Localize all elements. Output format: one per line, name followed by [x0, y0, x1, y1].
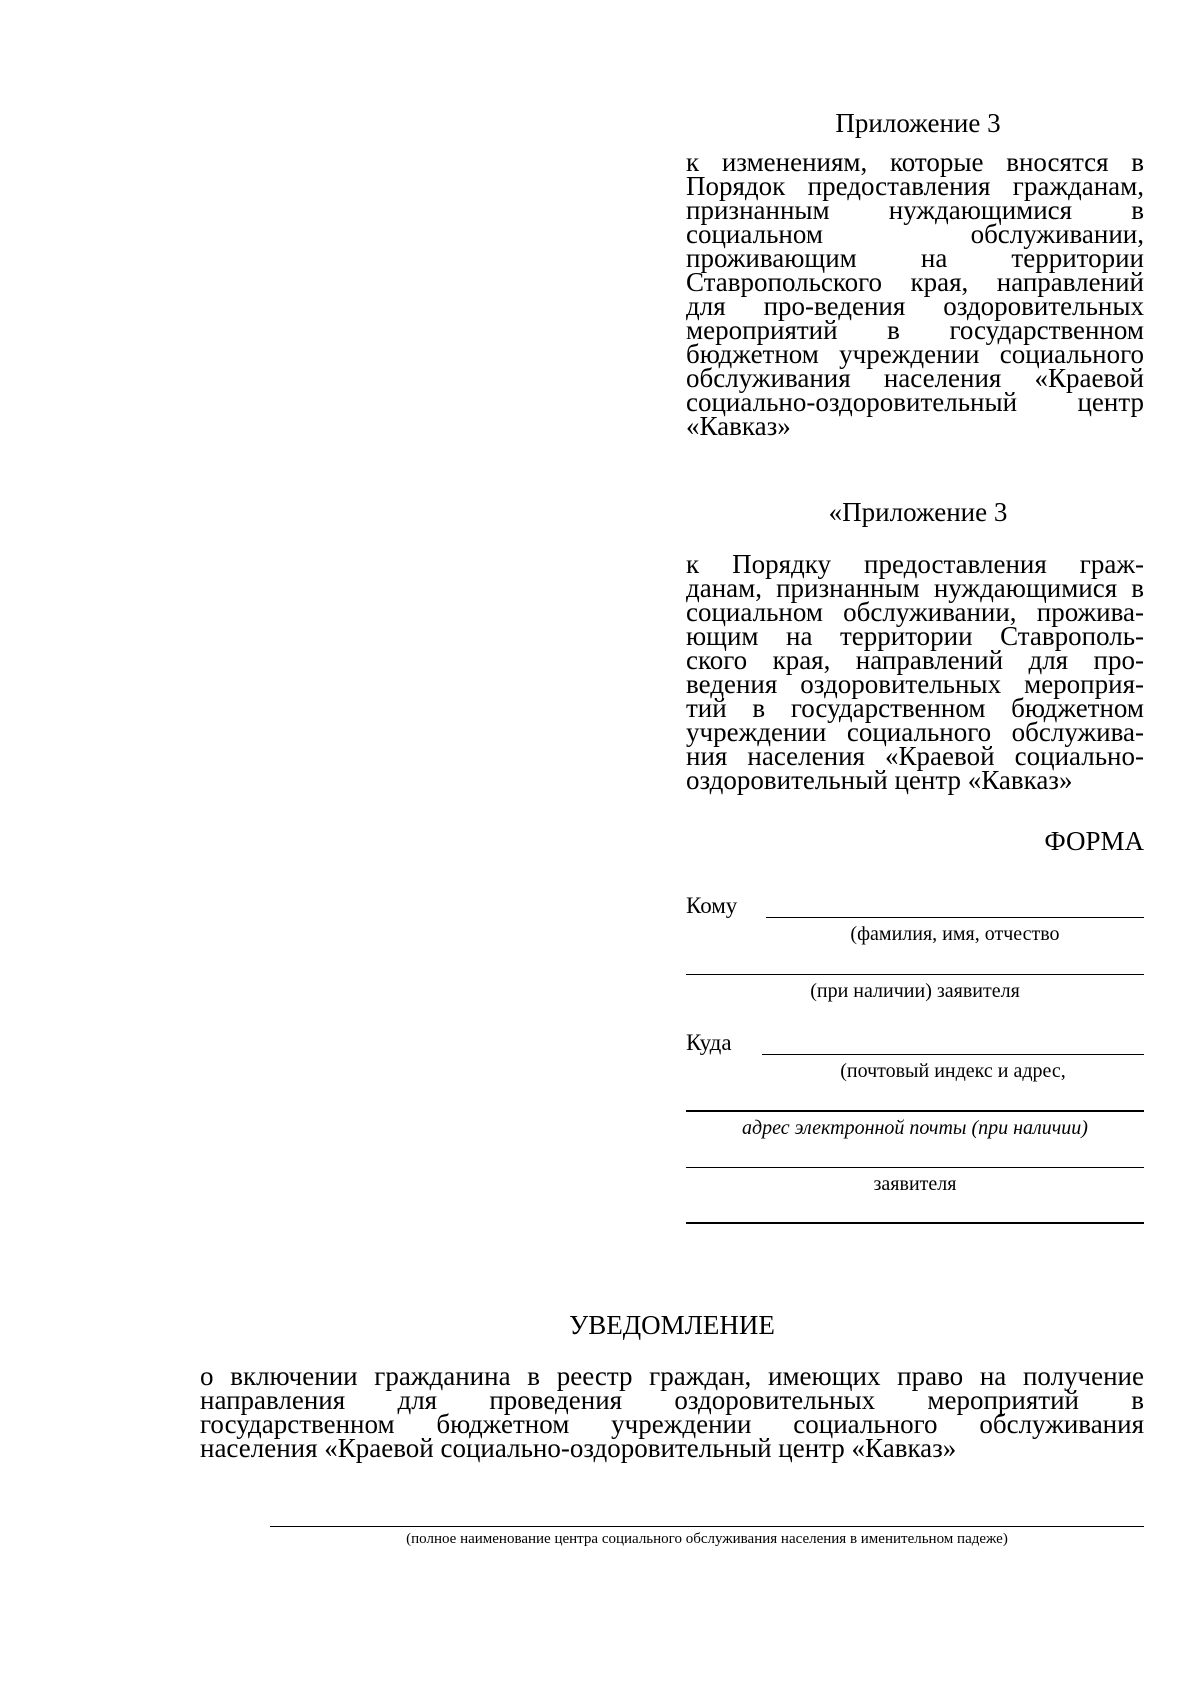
annex-line: проживающим на территории — [686, 243, 1144, 273]
annex-quote-line: ния населения «Краевой социально- — [686, 741, 1144, 771]
to-label: Кому — [686, 893, 738, 918]
annex-quote-line: ющим на территории Ставрополь- — [686, 621, 1144, 651]
notice-text — [200, 1361, 1144, 1463]
where-caption-2: адрес электронной почты (при наличии) — [742, 1117, 1088, 1139]
annex-line: признанным нуждающимися в — [686, 195, 1144, 225]
where-address-line-4[interactable] — [686, 1222, 1144, 1224]
where-caption-3: заявителя — [873, 1173, 957, 1195]
to-name-line-2[interactable] — [686, 974, 1144, 975]
annex-line: для про-ведения оздоровительных — [686, 291, 1144, 321]
center-name-line[interactable] — [270, 1526, 1144, 1527]
where-address-line-2[interactable] — [686, 1110, 1144, 1112]
annex-quote-line: ского края, направлений для про- — [686, 645, 1144, 675]
to-name-line[interactable] — [766, 917, 1144, 918]
notice-line: государственном бюджетном учреждении социального обслуживания — [200, 1409, 1144, 1439]
annex-quote-line: к Порядку предоставления граж- — [686, 549, 1144, 579]
annex-quote-line: учреждении социального обслужива- — [686, 717, 1144, 747]
annex-quote-line: социальном обслуживании, прожива- — [686, 597, 1144, 627]
notice-line: о включении гражданина в реестр граждан, имеющих право на получение — [200, 1361, 1144, 1391]
annex-quote-text — [686, 549, 1144, 795]
annex-line: Ставропольского края, направлений — [686, 267, 1144, 297]
annex-quote-line: данам, признанным нуждающимися в — [686, 573, 1144, 603]
where-label: Куда — [686, 1030, 732, 1055]
to-caption-1: (фамилия, имя, отчество — [850, 923, 1060, 945]
annex-line: Порядок предоставления гражданам, — [686, 171, 1144, 201]
notice-line: направления для проведения оздоровительных мероприятий в — [200, 1385, 1144, 1415]
notice-line: населения «Краевой социально-оздоровительный центр «Кавказ» — [200, 1433, 957, 1463]
annex-line: социальном обслуживании, — [686, 219, 1144, 249]
annex-line: к изменениям, которые вносятся в — [686, 147, 1144, 177]
annex-line: социально-оздоровительный центр — [686, 387, 1144, 417]
annex-quote-line: оздоровительный центр «Кавказ» — [686, 765, 1073, 795]
notice-title: УВЕДОМЛЕНИЕ — [569, 1310, 775, 1340]
annex-line: мероприятий в государственном — [686, 315, 1144, 345]
where-caption-1: (почтовый индекс и адрес, — [840, 1060, 1066, 1082]
annex-line: обслуживания населения «Краевой — [686, 363, 1144, 393]
to-caption-2: (при наличии) заявителя — [810, 980, 1020, 1002]
center-name-caption: (полное наименование центра социального обслуживания населения в именительном падеже) — [406, 1531, 1008, 1547]
where-address-line-3[interactable] — [686, 1167, 1144, 1168]
annex-quote-line: тий в государственном бюджетном — [686, 693, 1144, 723]
annex-title: Приложение 3 — [835, 108, 1001, 138]
form-heading: ФОРМА — [1044, 826, 1144, 856]
where-address-line[interactable] — [762, 1054, 1144, 1055]
annex-line: бюджетном учреждении социального — [686, 339, 1144, 369]
annex-quote-line: ведения оздоровительных мероприя- — [686, 669, 1144, 699]
annex-text — [686, 147, 1144, 441]
annex-line: «Кавказ» — [686, 411, 791, 441]
annex-quote-title: «Приложение 3 — [828, 497, 1008, 527]
